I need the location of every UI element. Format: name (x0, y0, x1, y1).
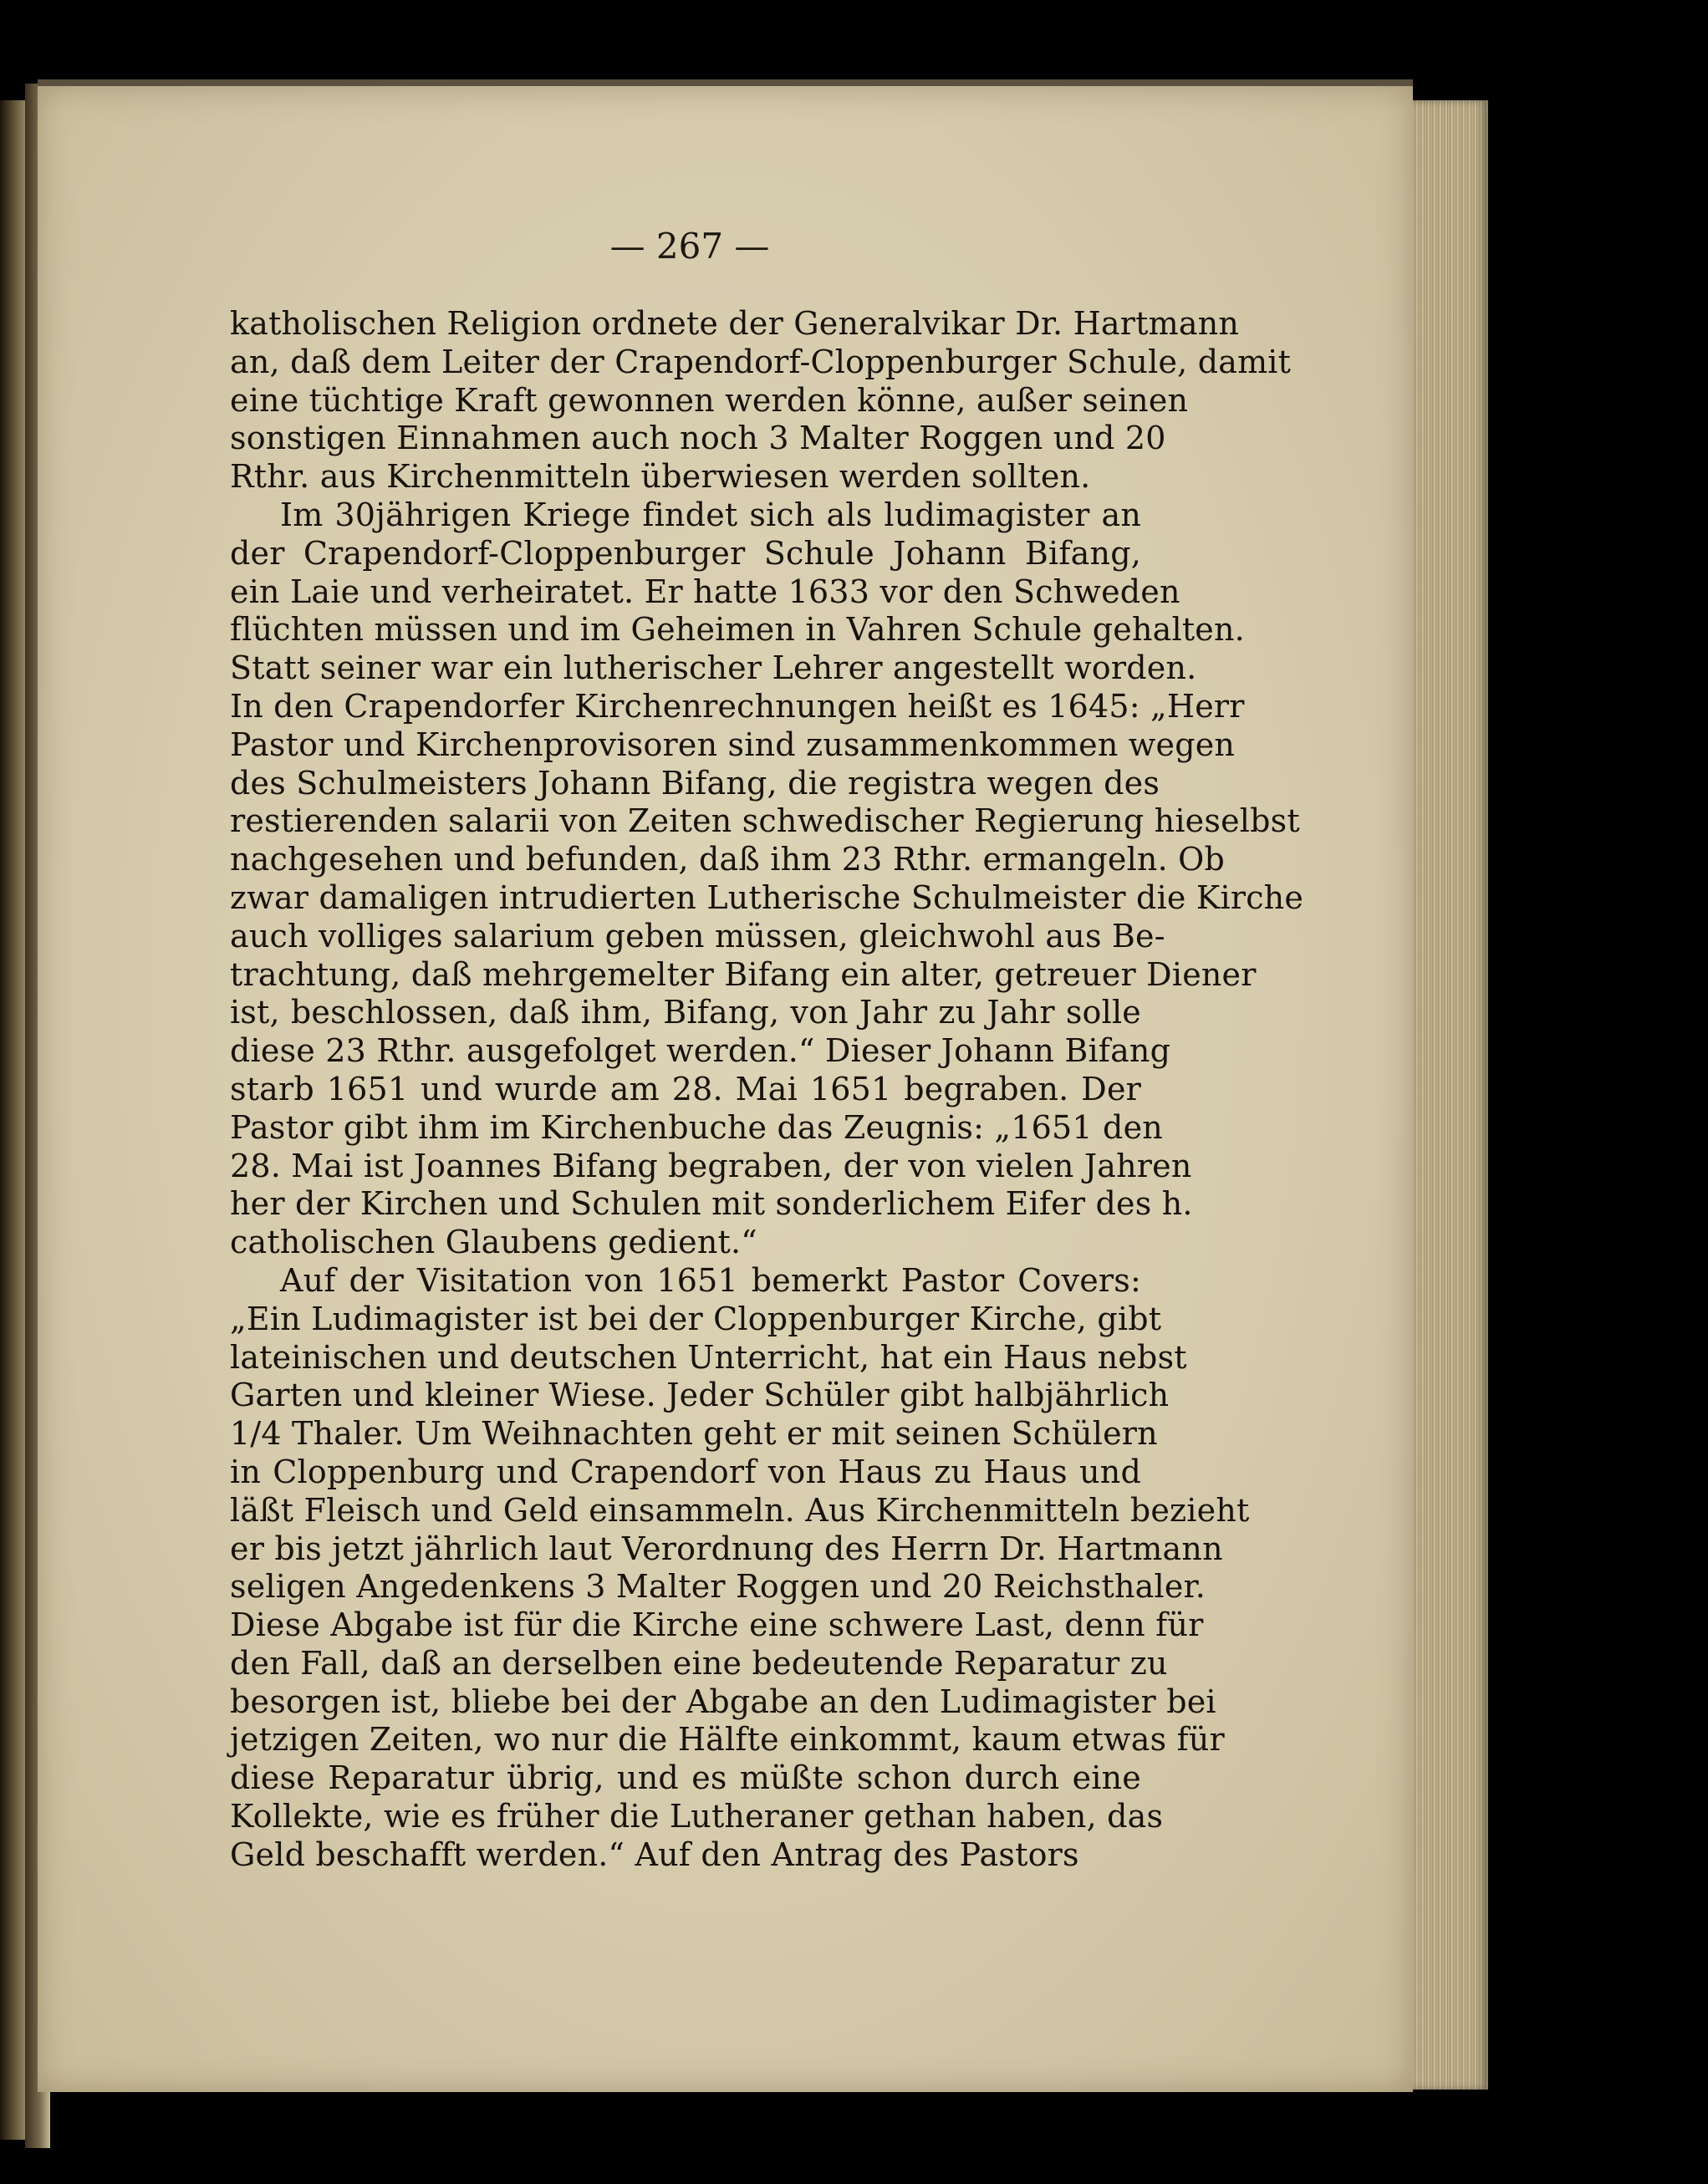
body-text (230, 305, 1304, 1875)
text-line: zwar damaligen intrudierten Lutherische Schulmeister die Kirche (230, 878, 1304, 916)
text-line: restierenden salarii von Zeiten schwedischer Regierung hieselbst (230, 802, 1300, 840)
text-line: er bis jetzt jährlich laut Verordnung des Herrn Dr. Hartmann (230, 1530, 1223, 1567)
text-line: ist, beschlossen, daß ihm, Bifang, von Jahr zu Jahr solle (230, 994, 1141, 1031)
text-line: in Cloppenburg und Crapendorf von Haus zu Haus und (230, 1453, 1141, 1490)
text-line: Pastor gibt ihm im Kirchenbuche das Zeugnis: „1651 den (230, 1108, 1163, 1146)
text-line: seligen Angedenkens 3 Malter Roggen und 20 Reichsthaler. (230, 1568, 1206, 1606)
text-line: „Ein Ludimagister ist bei der Cloppenburger Kirche, gibt (230, 1300, 1162, 1337)
text-line: her der Kirchen und Schulen mit sonderlichem Eifer des h. (230, 1185, 1193, 1223)
page-number: — 267 — (609, 226, 770, 267)
text-line: jetzigen Zeiten, wo nur die Hälfte einkommt, kaum etwas für (230, 1721, 1225, 1759)
text-line: Statt seiner war ein lutherischer Lehrer angestellt worden. (230, 649, 1197, 687)
text-line: diese Reparatur übrig, und es müßte schon durch eine (230, 1759, 1141, 1797)
text-line: Garten und kleiner Wiese. Jeder Schüler gibt halbjährlich (230, 1377, 1170, 1414)
text-line: lateinischen und deutschen Unterricht, hat ein Haus nebst (230, 1338, 1187, 1376)
text-line: Kollekte, wie es früher die Lutheraner gethan haben, das (230, 1798, 1164, 1835)
text-line: nachgesehen und befunden, daß ihm 23 Rthr. ermangeln. Ob (230, 841, 1226, 878)
text-line: 1/4 Thaler. Um Weihnachten geht er mit seinen Schülern (230, 1415, 1158, 1453)
text-line: Rthr. aus Kirchenmitteln überwiesen werden sollten. (230, 458, 1091, 496)
text-line: diese 23 Rthr. ausgefolget werden.“ Dieser Johann Bifang (230, 1032, 1171, 1070)
text-line: In den Crapendorfer Kirchenrechnungen heißt es 1645: „Herr (230, 687, 1245, 725)
text-line: den Fall, daß an derselben eine bedeutende Reparatur zu (230, 1644, 1168, 1682)
text-line: trachtung, daß mehrgemelter Bifang ein alter, getreuer Diener (230, 955, 1257, 993)
text-line: sonstigen Einnahmen auch noch 3 Malter Roggen und 20 (230, 420, 1166, 457)
text-line: Geld beschafft werden.“ Auf den Antrag des Pastors (230, 1835, 1079, 1873)
text-line: katholischen Religion ordnete der Generalvikar Dr. Hartmann (230, 305, 1240, 342)
text-line: eine tüchtige Kraft gewonnen werden könne, außer seinen (230, 381, 1189, 419)
text-line: läßt Fleisch und Geld einsammeln. Aus Kirchenmitteln bezieht (230, 1491, 1250, 1529)
text-line: Diese Abgabe ist für die Kirche eine schwere Last, denn für (230, 1606, 1204, 1644)
text-line: 28. Mai ist Joannes Bifang begraben, der von vielen Jahren (230, 1147, 1192, 1184)
text-line: des Schulmeisters Johann Bifang, die registra wegen des (230, 764, 1160, 802)
text-line: starb 1651 und wurde am 28. Mai 1651 begraben. Der (230, 1070, 1141, 1107)
text-line: Auf der Visitation von 1651 bemerkt Pastor Covers: (280, 1261, 1141, 1299)
text-line: auch volliges salarium geben müssen, gleichwohl aus Be- (230, 917, 1165, 955)
text-line: ein Laie und verheiratet. Er hatte 1633 vor den Schweden (230, 573, 1180, 610)
text-line: Im 30jährigen Kriege findet sich als ludimagister an (280, 496, 1141, 533)
page-edges (1413, 100, 1488, 2090)
text-line: an, daß dem Leiter der Crapendorf-Cloppenburger Schule, damit (230, 343, 1292, 380)
text-line: catholischen Glaubens gedient.“ (230, 1224, 757, 1261)
text-line: flüchten müssen und im Geheimen in Vahren Schule gehalten. (230, 611, 1245, 649)
text-line: besorgen ist, bliebe bei der Abgabe an den Ludimagister bei (230, 1683, 1216, 1720)
text-line: der Crapendorf-Cloppenburger Schule Johann Bifang, (230, 534, 1141, 572)
text-line: Pastor und Kirchenprovisoren sind zusammenkommen wegen (230, 725, 1236, 763)
